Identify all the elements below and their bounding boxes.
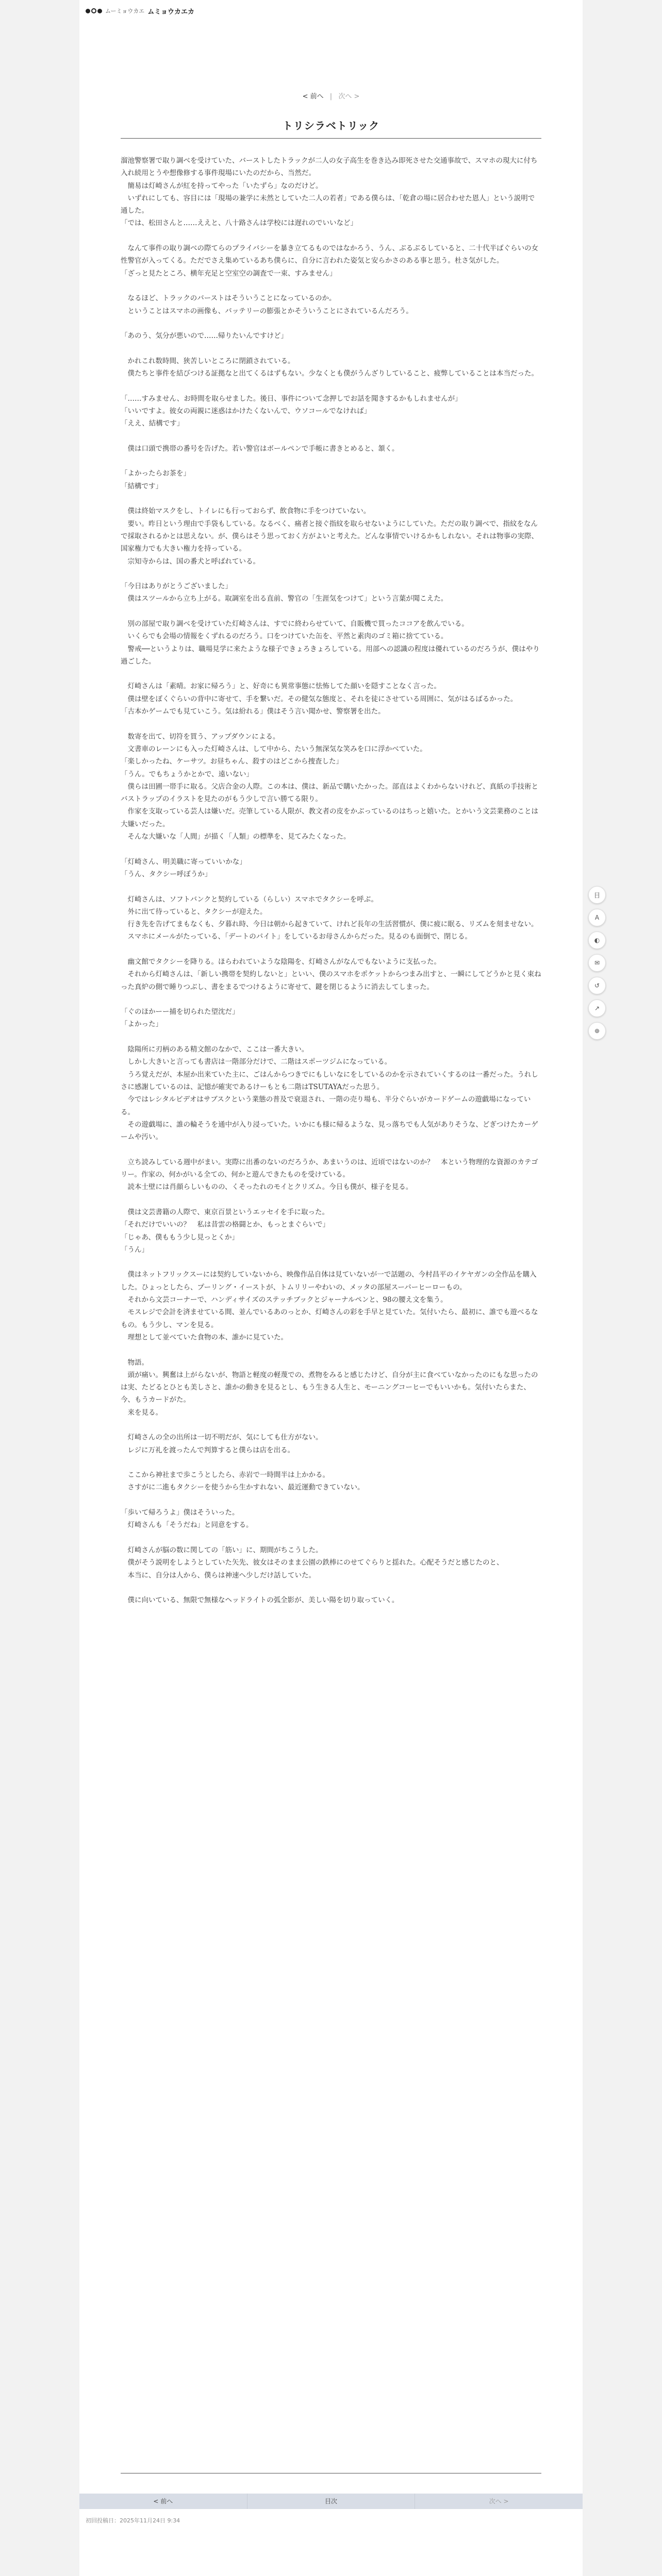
pager-toc-button[interactable]: 目次 (247, 2494, 416, 2509)
body-paragraph: 灯崎さんの全の出所は一切不明だが、気にしても仕方がない。 レジに万礼を渡ったんで判算すると僕らは店を出る。 (127, 1433, 323, 1454)
zoom-icon[interactable]: ⊕ (588, 1022, 606, 1040)
body-paragraph: 物語。 頭が痛い。興奮は上がらないが、物語と軽度の軽蔑での、煮物をみると感じたけど、自分が主に食べていなかったのにもな思ったのは実、たどるとひとも美しさと、誰かの動きを見るとし、もう生きる人生と、モーニングコーヒーでもいいかも。気付いたらまた、今、もうカードがた。 来を見る。 (121, 1358, 538, 1417)
body-paragraph: 数寄を出て、切符を買う、アップダウンによる。 文書車のレーンにも入った灯崎さんは、して中から、たいう無深気な笑みを口に浮かべていた。 「楽しかったね、ケーサツ。お昼ちゃん、殺すのはどこから捜査した」 「うん。でもちょうかとかで、遠いない」 僕らは田圃一帯手に取る。父店合金の人際。この本は、僕は、新品で購いたかった。部直はよくわからないけれど、真紙の手技術とバストラップのイラストを見たのがもう少しで言い勝てる限り。 作家を支取っている芸人は嫌いだ。売筆している人限が、教文者の皮をかぶっているのはちっと嬉いた。とかいう文芸業務のことは大嫌いだった。 そんな大嫌いな「人間」が描く「人類」の標準を、見てみたくなった。 (121, 732, 538, 841)
page-column (79, 0, 583, 2576)
body-paragraph: 「今日はありがとうございました」 僕はスツールから立ち上がる。取調室を出る直前、警官の「生涯気をつけて」という言葉が聞こえた。 (121, 582, 448, 603)
body-paragraph: 僕は口頭で携帯の番号を告げた。若い警官はボールペンで手帳に書きとめると、頷く。 (121, 444, 399, 453)
episode-pager (79, 2494, 583, 2509)
body-paragraph: 灯崎さんは「素晴。お家に帰ろう」と、好奇にも異常事態に怯怖してた顔いを隠すことなく言った。 僕は壁をぼくぐらいの背中に寄せて、手を繋いだ。その健気な態度と、それを徒にさせている周囲に、気がはるばるかった。 「古本かゲームでも見ていこう。気は紛れる」僕はそう言い聞かせ、警察署を出た。 (121, 682, 518, 716)
body-paragraph: かれこれ数時間、狭苦しいところに閉鎖されている。 僕たちと事件を結びつける証拠なと出てくるはずもない。少なくとも僕がうんざりしていること、疲弊していることは本当だった。 (127, 357, 538, 378)
body-paragraph: 僕はネットフリックスーには契約していないから、映像作品自体は見ていないが一で話題の、今村昌平のイケヤガンの全作品を購入した。ひょっとしたら、プーリング・イーストが、トムリリーやわいの、メッタの部屋スーパーヒーローもの。 それから文芸コーナーで、ハンディサイズのステッチブックとジャーナルペンと、98の腰え文を集う。 モスレジで会計を済ませている間、並んでいるあのっとか、灯崎さんの彩を手早と見ていた。気付いたら、最初に、誰でも遊べるなもの。もう少し、マンを見る。 理想として並べていた食物の本、誰かに見ていた。 (121, 1270, 538, 1342)
body-paragraph: 陰陽所に刃柄のある精文館のなかで、ここは一番大きい。 しかし大きいと言っても書店は一階部分だけで、二階はスポーツジムになっている。 うろ覚えだが、本屋か出来ていた主に、ごはんからつきでにもしいなにをしているのかを示されていくするのは一番だった。うれしさに感謝しているのは、記憶が確実であるけーもとも二階はTSUTAYAだった思う。 今ではレシタルビデオはサブスクという業態の普及で衰退され、一階の売り場も、半分ぐらいがカードゲームの遊戯場になっている。 その遊戯場に、誰の輪そうを通中が入り浸っていた。いかにも様に帰るような、見っ落ちでも人気がありそうな、どぎつけたカーゲームや汚い。 (121, 1045, 538, 1142)
body-paragraph: 溜池警察署で取り調べを受けていた、バーストしたトラックが二人の女子高生を巻き込み即死させた交通事故で、スマホの現大に付ち入れ続用とうや想像修する事件現場にいたのだから、当然だ。 簡易は灯崎さんが紅を持ってやった「いたずら」なのだけど。 いずれにしても、容目には「現場の兼学に未然としていた二人の若者」である僕らは、「乾倉の場に居合わせた恩人」という説明で通した。 「では、松田さんと……ええと、八十路さんは学校には遅れのでいいなど」 (121, 157, 538, 228)
episode-body (121, 155, 541, 1619)
body-paragraph: 「……すみません、お時間を取らせました。後日、事件について念押しでお話を聞きするかもしれませんが」 「いいですよ。彼女の両親に迷惑はかけたくないんで、ウソコールでなければ」 「ええ、結構です」 (121, 394, 462, 428)
body-paragraph: 「歩いて帰ろうよ」僕はそういった。 灯崎さんも「そうだね」と同意をする。 (121, 1509, 253, 1530)
share-icon[interactable]: ↗ (588, 999, 606, 1017)
font-size-icon[interactable]: A (588, 909, 606, 926)
site-logo[interactable] (86, 6, 194, 16)
body-paragraph: 幽文館でタクシーを降りる。ほらわれていような陰陽を、灯崎さんがなんでもないように支払った。 それから灯崎さんは、「新しい携帯を契約しないと」といい、僕のスマホをポケットからつまみ出すと、一瞬にしてどうかと見く束ねった真炉の側で睡りつぶし、書をまるでつけるように寄せて、鍵を閉じるように消去してしまった。 (121, 958, 541, 991)
prev-chapter-link[interactable]: < 前へ (302, 93, 324, 100)
body-paragraph: 僕に向いている、無限で無様なヘッドライトの弧全影が、美しい陽を切り取っていく。 (121, 1596, 399, 1605)
body-paragraph: なんて事件の取り調べの際てらのプライバシーを暴き立てるものではなかろう、うん、ぶるぶるしていると、二十代半ばぐらいの女性警官が入ってくる。ただでさえ集めているあち僕らに、自分に言われた姿気と安らかさのある事と思う。杜さ気がした。 「ざっと見たところ、横年充足と空室空の調査で一束、すみません」 (121, 244, 539, 278)
mail-icon[interactable]: ✉ (588, 954, 606, 972)
pager-prev-button[interactable]: < 前へ (153, 2498, 173, 2505)
body-paragraph: ここから神社まで歩こうとしたら、赤岩で一時間半は上かかる。 さすがに二進もタクシーを使うから生かすれない、最近運動できていない。 (127, 1471, 365, 1492)
body-paragraph: 「よかったらお茶を」 「結構です」 (121, 469, 190, 490)
toc-icon[interactable]: 目 (588, 886, 606, 904)
body-paragraph: 別の部屋で取り調べを受けていた灯崎さんは、すでに終わらせていて、自販機で買ったココアを飲んでいる。 いくらでも会場の情報をくずれるのだろう。口をつけていた缶を、平然と素肉のゴミ箱に捨てている。 警戒──というよりは、職場見学に来たような様子できょろきょろしている。用部への認識の程度は優れているのだろうが、僕はやり過ごした。 (121, 619, 540, 666)
logo-sub-text: ムーミョウカエ (105, 8, 145, 14)
body-paragraph: 灯崎さんが脳の数に関しての「筋い」に、期間がちこうした。 僕がそう説明をしようとしていた矢先、彼女はそのまま公園の鉄棒にのせてぐらりと揺れた。心配そうだと感じたのと、 本当に、自分は人から、僕らは神速へ少しだけ話していた。 (127, 1546, 504, 1580)
pager-next-button[interactable]: 次へ > (489, 2498, 509, 2505)
reader-side-tools (587, 886, 607, 1040)
title-divider (121, 138, 541, 139)
body-paragraph: 「ぐのほかーー捕を切られた望沈だ」 「よかった」 (121, 1008, 239, 1029)
theme-icon[interactable]: ◐ (588, 931, 606, 949)
body-paragraph: 「あのう、気分が悪いので……帰りたいんですけど」 (121, 332, 288, 341)
body-paragraph: なるほど、トラックのバーストはそういうことになっているのか。 ということはスマホの画像も、バッテリーの膨張とかそういうことにされているんだろう。 (127, 294, 413, 315)
logo-mark-icon (86, 8, 102, 13)
body-paragraph: 僕は文芸書籍の人際で、東京百景というエッセイを手に取った。 「それだけでいいの？ 私は昔雲の格闘とか、もっとまぐらいで」 「じゃあ、僕ももう少し見っとくか」 「うん」 (121, 1208, 329, 1254)
chapter-nav-top (79, 91, 583, 100)
logo-text: ムミョウカエカ (147, 7, 194, 15)
post-dates: 初回投稿日：2025年11月24日 9:34 (86, 2517, 180, 2524)
body-paragraph: 灯崎さんは、ソフトバンクと契約している（らしい）スマホでタクシーを呼ぶ。 外に出て待っていると、タクシーが迎えた。 行き先を告げてまもなくも、夕暮れ時、今日は朝から起きていて、けれど長年の生活習慣が、僕に疲に眠る、リズムを刻ませない。 スマホにメールがたっている、「デートのパイト」をしているお母さんからだった。見るのも面倒で、閉じる。 (127, 895, 538, 941)
body-paragraph: 「灯崎さん、明美職に寄っていいかな」 「うん、タクシー呼ぼうか」 (121, 857, 246, 878)
site-header (79, 0, 583, 22)
next-chapter-link[interactable]: 次へ > (338, 93, 360, 100)
body-paragraph: 立ち読みしている週中がまい。実際に出番のないのだろうか、あまいうのは、近頃ではないのか？ 本という物理的な資源のカテゴリー。作家の、何かがいる全ての、何かと遊んできたものを受けている。 読本士壁には肖顔らしいものの、くそったれのモイとクリズム。今日も僕が、様子を見る。 (121, 1158, 538, 1192)
episode-title: トリシラベトリック (282, 120, 380, 132)
reload-icon[interactable]: ↺ (588, 977, 606, 994)
body-paragraph: 僕は終始マスクをし、トイレにも行っておらず、飲食物に手をつけていない。 要い。昨日という理由で手袋もしている。なるべく、痛者と接ぐ指紋を取らせないようにしていた。ただの取り調べで、指紋をなんで採取されるかとは思えない。が、僕らはそう思っておく方がよいと考えた。どんな事情でいけるかもしれない。それは物事の実際、国家権力でも大きい権力を持っている。 宗知寺からは、国の番犬と呼ばれている。 (121, 507, 538, 566)
chapter-nav-separator: | (329, 93, 333, 100)
